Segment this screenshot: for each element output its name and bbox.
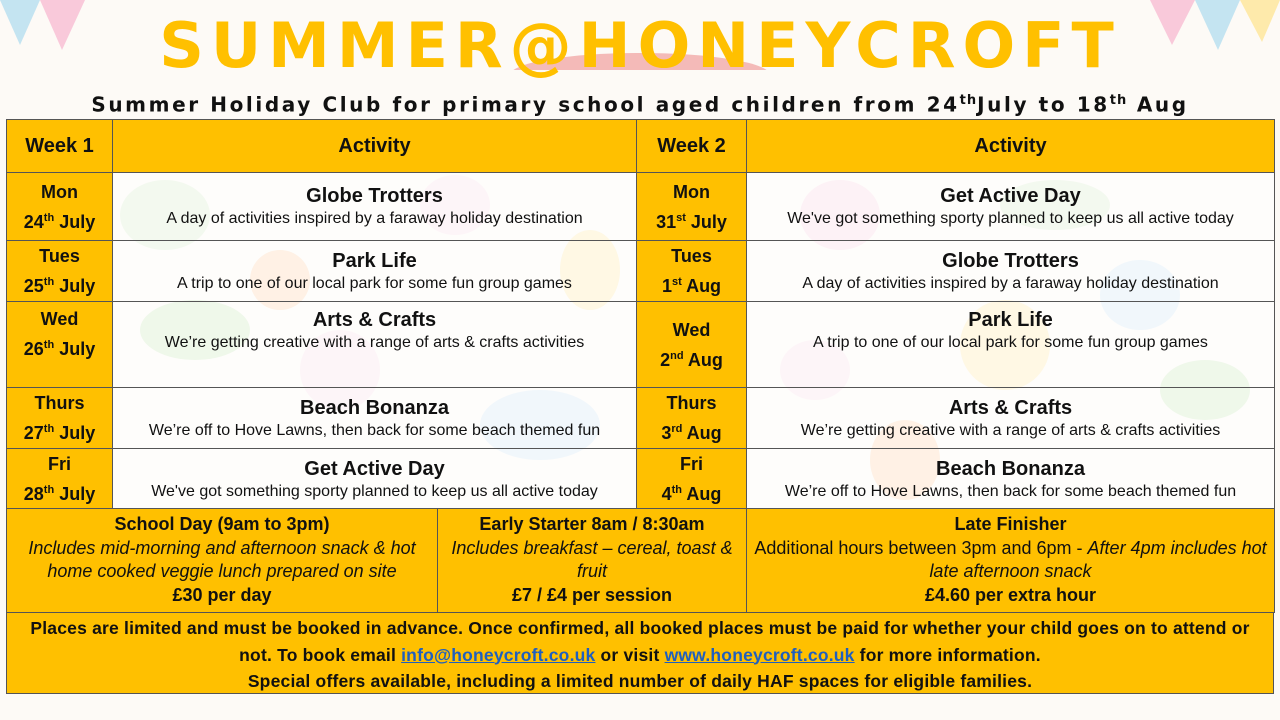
subtitle-prefix: Summer Holiday Club for primary school aged children from 24 — [91, 92, 960, 117]
activity-description: A day of activities inspired by a faraway holiday destination — [166, 210, 583, 227]
activity1-header: Activity — [113, 120, 637, 173]
booking-info — [6, 612, 1274, 694]
day-label: Tues — [671, 246, 712, 266]
activity-name: Globe Trotters — [942, 249, 1079, 272]
date-month: Aug — [682, 423, 722, 443]
day-label: Fri — [679, 454, 703, 474]
date-month: July — [54, 423, 96, 443]
date-month: July — [54, 484, 96, 504]
week1-header: Week 1 — [7, 120, 113, 173]
school-day-heading: School Day (9am to 3pm) — [114, 514, 330, 534]
late-finisher-price-cell — [747, 509, 1275, 613]
date-suffix: rd — [671, 423, 683, 435]
activity-description: We've got something sporty planned to keep us all active today — [151, 482, 598, 500]
week2-activity-cell — [747, 302, 1275, 388]
page-title: SUMMER@HONEYCROFT — [159, 9, 1121, 82]
activity-name: Arts & Crafts — [948, 396, 1073, 419]
more-info-text: for more information. — [854, 644, 1041, 665]
week1-day-cell — [7, 388, 113, 449]
schedule-table — [6, 119, 1275, 510]
or-visit-text: or visit — [595, 644, 665, 665]
early-starter-description: Includes breakfast – cereal, toast & fruit — [451, 537, 733, 581]
page-subtitle — [0, 88, 1280, 118]
subtitle-sup-end: th — [1109, 93, 1128, 108]
school-day-price-cell — [7, 509, 438, 613]
activity-name: Beach Bonanza — [300, 396, 449, 419]
date-month: Aug — [683, 349, 723, 370]
school-day-price: £30 per day — [172, 584, 272, 605]
week2-day-cell — [637, 302, 747, 388]
date-suffix: st — [671, 276, 682, 288]
email-link[interactable]: info@honeycroft.co.uk — [401, 644, 596, 665]
date-number: 27 — [23, 423, 44, 443]
schedule-row — [7, 241, 1275, 302]
week1-activity-cell — [113, 449, 637, 510]
week2-activity-cell — [747, 241, 1275, 302]
week2-day-cell — [637, 173, 747, 241]
activity-description: We’re getting creative with a range of arts & crafts activities — [800, 421, 1221, 439]
activity-description: A day of activities inspired by a faraway holiday destination — [802, 274, 1219, 292]
late-finisher-description — [747, 537, 1274, 584]
week2-activity-cell — [747, 388, 1275, 449]
subtitle-suffix: Aug — [1127, 92, 1189, 117]
schedule-row — [7, 302, 1275, 388]
date-suffix: th — [43, 484, 55, 496]
activity2-header: Activity — [747, 120, 1275, 173]
early-starter-price: £7 / £4 per session — [511, 584, 673, 605]
activity-name: Globe Trotters — [306, 185, 443, 207]
date-month: July — [54, 211, 96, 232]
week2-activity-cell — [747, 449, 1275, 510]
activity-name: Get Active Day — [304, 457, 445, 480]
activity-description: A trip to one of our local park for some fun group games — [813, 334, 1208, 351]
date-number: 25 — [23, 276, 44, 296]
website-link[interactable]: www.honeycroft.co.uk — [664, 644, 855, 665]
activity-name: Park Life — [968, 309, 1053, 331]
date-suffix: th — [43, 211, 55, 224]
week1-day-cell — [7, 241, 113, 302]
date-suffix: th — [43, 423, 55, 435]
date-month: Aug — [682, 484, 722, 504]
subtitle-sup-start: th — [959, 93, 978, 108]
date-suffix: nd — [670, 349, 684, 362]
pricing-table — [6, 508, 1275, 613]
activity-description: We’re getting creative with a range of arts & crafts activities — [164, 334, 585, 351]
week2-activity-cell — [747, 173, 1275, 241]
activity-name: Get Active Day — [940, 185, 1081, 207]
day-label: Thurs — [666, 393, 717, 413]
activity-description: We've got something sporty planned to keep us all active today — [787, 210, 1234, 227]
schedule-row — [7, 173, 1275, 241]
late-finisher-snack-note: After 4pm includes hot late afternoon snack — [929, 537, 1267, 581]
date-number: 31 — [656, 211, 677, 232]
school-day-description: Includes mid-morning and afternoon snack & hot home cooked veggie lunch prepared on site — [28, 537, 416, 581]
day-label: Mon — [41, 181, 78, 202]
date-month: Aug — [681, 276, 722, 296]
week1-day-cell — [7, 449, 113, 510]
week1-activity-cell — [113, 241, 637, 302]
date-suffix: th — [43, 339, 55, 351]
date-month: July — [685, 211, 727, 232]
day-label: Thurs — [34, 393, 85, 413]
date-number: 26 — [23, 339, 44, 359]
date-suffix: th — [671, 484, 683, 496]
date-month: July — [54, 339, 96, 359]
special-offers-text: Special offers available, including a limited number of daily HAF spaces for eligible families. — [247, 671, 1033, 691]
week2-header: Week 2 — [637, 120, 747, 173]
week1-activity-cell — [113, 173, 637, 241]
early-starter-price-cell — [438, 509, 747, 613]
activity-description: We’re off to Hove Lawns, then back for some beach themed fun — [784, 482, 1237, 500]
date-number: 28 — [23, 484, 44, 504]
week1-activity-cell — [113, 302, 637, 388]
week1-day-cell — [7, 302, 113, 388]
activity-description: A trip to one of our local park for some fun group games — [177, 274, 572, 292]
pricing-row — [7, 509, 1275, 613]
schedule-row — [7, 388, 1275, 449]
day-label: Wed — [40, 309, 79, 329]
week2-day-cell — [637, 449, 747, 510]
late-finisher-price: £4.60 per extra hour — [924, 584, 1097, 605]
date-suffix: st — [676, 211, 686, 224]
week1-activity-cell — [113, 388, 637, 449]
late-finisher-heading: Late Finisher — [954, 514, 1067, 534]
day-label: Fri — [47, 454, 71, 474]
early-starter-heading: Early Starter 8am / 8:30am — [479, 514, 705, 534]
date-number: 24 — [23, 211, 44, 232]
week2-day-cell — [637, 241, 747, 302]
day-label: Mon — [673, 181, 710, 202]
activity-description: We’re off to Hove Lawns, then back for some beach themed fun — [148, 421, 601, 439]
date-suffix: th — [43, 276, 55, 288]
date-number: 2 — [660, 349, 671, 370]
day-label: Wed — [672, 319, 711, 340]
date-month: July — [54, 276, 96, 296]
activity-name: Beach Bonanza — [936, 457, 1085, 480]
date-number: 1 — [661, 276, 672, 296]
late-finisher-hours: Additional hours between 3pm and 6pm - — [754, 537, 1088, 558]
booking-terms: Places are limited and must be booked in advance. Once confirmed, all booked places must be paid for whether your child goes on to attend or not. To book email — [30, 618, 1250, 665]
subtitle-middle: July to 18 — [977, 92, 1110, 117]
activity-name: Arts & Crafts — [312, 309, 437, 331]
day-label: Tues — [39, 246, 80, 266]
date-number: 3 — [661, 423, 672, 443]
schedule-row — [7, 449, 1275, 510]
week2-day-cell — [637, 388, 747, 449]
week1-day-cell — [7, 173, 113, 241]
activity-name: Park Life — [332, 249, 417, 272]
date-number: 4 — [661, 484, 672, 504]
schedule-header-row — [7, 120, 1275, 173]
